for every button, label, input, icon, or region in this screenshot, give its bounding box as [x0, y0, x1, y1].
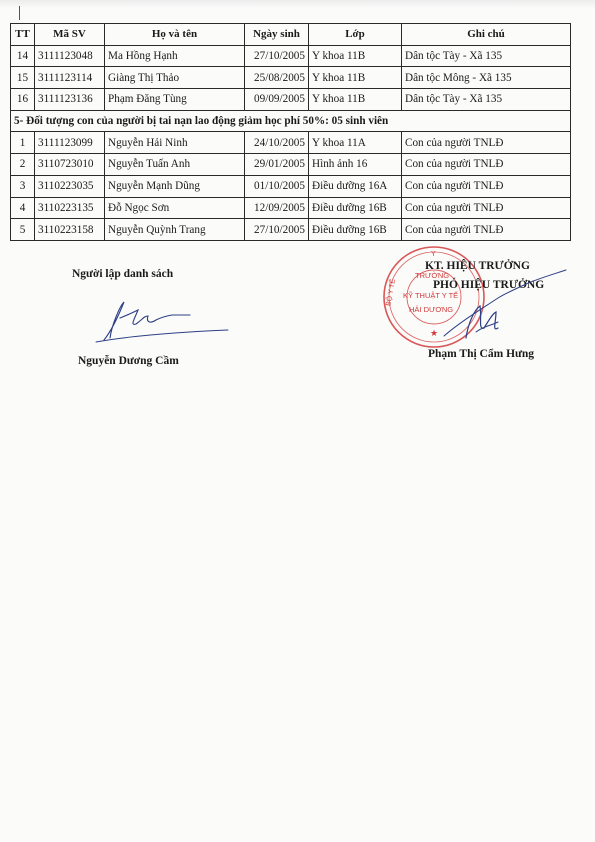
table-row	[11, 45, 571, 67]
approver-line1: KT. HIỆU TRƯỞNG	[425, 260, 530, 272]
cell-note: Con của người TNLĐ	[402, 219, 571, 241]
table-header-row	[11, 24, 571, 46]
cell-name: Phạm Đăng Tùng	[105, 89, 245, 111]
seal-star-mark: Y	[431, 251, 436, 258]
cell-student-id: 3111123099	[35, 132, 105, 154]
cell-class: Y khoa 11A	[309, 132, 402, 154]
cell-class: Y khoa 11B	[309, 67, 402, 89]
approver-name: Phạm Thị Cẩm Hưng	[428, 348, 535, 360]
cell-class: Điều dưỡng 16A	[309, 175, 402, 197]
table-row	[11, 67, 571, 89]
cell-dob: 29/01/2005	[245, 154, 309, 176]
cell-note: Dân tộc Tày - Xã 135	[402, 89, 571, 111]
cell-student-id: 3110223035	[35, 175, 105, 197]
preparer-name: Nguyễn Dương Cầm	[78, 355, 179, 367]
header-name: Họ và tên	[105, 24, 245, 46]
cell-stt: 1	[11, 132, 35, 154]
preparer-signature	[90, 296, 230, 346]
cell-class: Điều dưỡng 16B	[309, 197, 402, 219]
table-row	[11, 132, 571, 154]
table-row	[11, 175, 571, 197]
cell-student-id: 3110723010	[35, 154, 105, 176]
cell-note: Con của người TNLĐ	[402, 175, 571, 197]
cell-student-id: 3110223158	[35, 219, 105, 241]
cell-dob: 24/10/2005	[245, 132, 309, 154]
svg-text:BỘ Y TẾ: BỘ Y TẾ	[385, 278, 397, 307]
table-row	[11, 154, 571, 176]
cell-class: Y khoa 11B	[309, 89, 402, 111]
svg-text:★: ★	[430, 329, 439, 339]
table-row	[11, 89, 571, 111]
cell-dob: 09/09/2005	[245, 89, 309, 111]
scan-mark	[19, 6, 20, 20]
preparer-title: Người lập danh sách	[72, 268, 174, 280]
cell-student-id: 3111123048	[35, 45, 105, 67]
seal-text-bottom: HẢI DƯƠNG	[409, 305, 454, 314]
cell-name: Giàng Thị Thảo	[105, 67, 245, 89]
cell-name: Nguyễn Mạnh Dũng	[105, 175, 245, 197]
cell-stt: 14	[11, 45, 35, 67]
cell-name: Ma Hồng Hạnh	[105, 45, 245, 67]
cell-stt: 16	[11, 89, 35, 111]
cell-stt: 4	[11, 197, 35, 219]
cell-note: Dân tộc Tày - Xã 135	[402, 45, 571, 67]
header-student-id: Mã SV	[35, 24, 105, 46]
cell-dob: 27/10/2005	[245, 219, 309, 241]
header-class: Lớp	[309, 24, 402, 46]
cell-student-id: 3111123114	[35, 67, 105, 89]
student-list-table	[10, 23, 571, 241]
cell-note: Dân tộc Mông - Xã 135	[402, 67, 571, 89]
header-stt: TT	[11, 24, 35, 46]
approver-line2: PHÓ HIỆU TRƯỞNG	[433, 279, 545, 291]
header-note: Ghi chú	[402, 24, 571, 46]
approver-signature	[440, 266, 570, 356]
cell-note: Con của người TNLĐ	[402, 132, 571, 154]
cell-stt: 15	[11, 67, 35, 89]
cell-student-id: 3110223135	[35, 197, 105, 219]
cell-name: Nguyễn Hải Ninh	[105, 132, 245, 154]
header-dob: Ngày sinh	[245, 24, 309, 46]
cell-class: Điều dưỡng 16B	[309, 219, 402, 241]
seal-text-top: TRƯỜNG	[415, 271, 450, 280]
cell-name: Nguyễn Quỳnh Trang	[105, 219, 245, 241]
cell-class: Hình ảnh 16	[309, 154, 402, 176]
cell-dob: 25/08/2005	[245, 67, 309, 89]
cell-note: Con của người TNLĐ	[402, 197, 571, 219]
cell-note: Con của người TNLĐ	[402, 154, 571, 176]
cell-dob: 01/10/2005	[245, 175, 309, 197]
cell-stt: 5	[11, 219, 35, 241]
cell-stt: 3	[11, 175, 35, 197]
cell-dob: 27/10/2005	[245, 45, 309, 67]
cell-class: Y khoa 11B	[309, 45, 402, 67]
cell-name: Nguyễn Tuấn Anh	[105, 154, 245, 176]
seal-text-middle: KỸ THUẬT Y TẾ	[403, 291, 459, 300]
cell-name: Đỗ Ngọc Sơn	[105, 197, 245, 219]
table-row	[11, 197, 571, 219]
section-heading: 5- Đối tượng con của người bị tai nạn lao động giảm học phí 50%: 05 sinh viên	[11, 110, 571, 132]
cell-dob: 12/09/2005	[245, 197, 309, 219]
table-row	[11, 219, 571, 241]
cell-stt: 2	[11, 154, 35, 176]
cell-student-id: 3111123136	[35, 89, 105, 111]
section-heading-row	[11, 110, 571, 132]
scan-edge	[0, 0, 595, 8]
